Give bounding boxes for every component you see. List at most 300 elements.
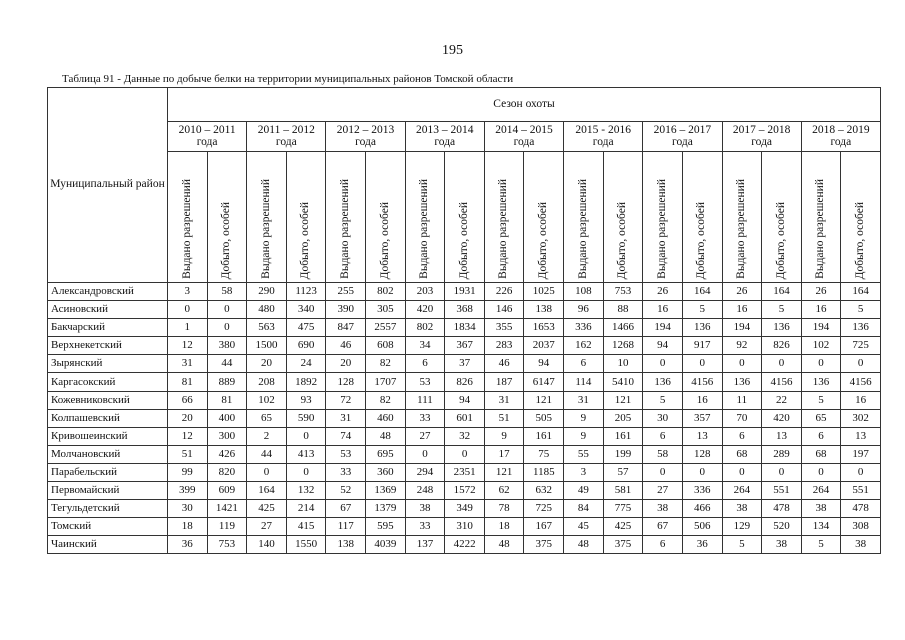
- issued-permits-cell: 20: [168, 409, 208, 427]
- issued-permits-cell: 66: [168, 391, 208, 409]
- harvested-cell: 1268: [603, 337, 643, 355]
- harvested-cell: 4156: [682, 373, 722, 391]
- harvested-cell: 38: [841, 536, 881, 554]
- issued-permits-cell: 0: [643, 463, 683, 481]
- harvested-cell: 205: [603, 409, 643, 427]
- harvested-cell: 4222: [445, 536, 485, 554]
- harvested-cell: 164: [682, 283, 722, 301]
- season-years: 2014 – 2015: [495, 124, 553, 136]
- harvested-cell: 302: [841, 409, 881, 427]
- issued-permits-label: Выдано разрешений: [814, 179, 827, 279]
- issued-permits-cell: 5: [801, 391, 841, 409]
- issued-permits-cell: 26: [722, 283, 762, 301]
- harvested-cell: 357: [682, 409, 722, 427]
- issued-permits-cell: 65: [247, 409, 287, 427]
- harvested-cell: 13: [682, 427, 722, 445]
- season-suffix: года: [275, 135, 297, 148]
- issued-permits-cell: 114: [564, 373, 604, 391]
- harvested-cell: 826: [445, 373, 485, 391]
- issued-permits-cell: 108: [564, 283, 604, 301]
- harvested-cell: 38: [762, 536, 802, 554]
- district-name: Кривошеинский: [48, 427, 168, 445]
- issued-permits-cell: 162: [564, 337, 604, 355]
- harvested-cell: 360: [366, 463, 406, 481]
- harvested-cell: 16: [682, 391, 722, 409]
- harvested-cell: 305: [366, 301, 406, 319]
- table-row: [48, 463, 881, 481]
- issued-permits-label: Выдано разрешений: [418, 179, 431, 279]
- issued-permits-cell: 1: [168, 319, 208, 337]
- issued-permits-cell: 46: [484, 355, 524, 373]
- issued-permits-cell: 94: [643, 337, 683, 355]
- harvested-cell: 375: [524, 536, 564, 554]
- harvested-cell: 132: [286, 482, 326, 500]
- harvested-cell: 1572: [445, 482, 485, 500]
- issued-permits-cell: 802: [405, 319, 445, 337]
- district-name: Кожевниковский: [48, 391, 168, 409]
- issued-permits-cell: 70: [722, 409, 762, 427]
- harvested-cell: 5: [682, 301, 722, 319]
- harvested-cell: 164: [762, 283, 802, 301]
- issued-permits-header: [405, 152, 445, 283]
- season-suffix: года: [830, 135, 852, 148]
- harvested-cell: 551: [762, 482, 802, 500]
- issued-permits-cell: 136: [722, 373, 762, 391]
- issued-permits-cell: 51: [168, 445, 208, 463]
- issued-permits-cell: 52: [326, 482, 366, 500]
- district-name: Колпашевский: [48, 409, 168, 427]
- issued-permits-cell: 138: [326, 536, 366, 554]
- season-year-header: [326, 122, 405, 152]
- harvested-cell: 81: [207, 391, 247, 409]
- harvested-cell: 340: [286, 301, 326, 319]
- issued-permits-cell: 26: [643, 283, 683, 301]
- season-suffix: года: [355, 135, 376, 148]
- harvested-cell: 6147: [524, 373, 564, 391]
- harvested-cell: 2037: [524, 337, 564, 355]
- issued-permits-cell: 146: [484, 301, 524, 319]
- harvested-cell: 478: [762, 500, 802, 518]
- harvested-cell: 590: [286, 409, 326, 427]
- table-row: [48, 409, 881, 427]
- harvested-cell: 425: [603, 518, 643, 536]
- harvested-header: [682, 152, 722, 283]
- table-row: [48, 373, 881, 391]
- harvested-cell: 32: [445, 427, 485, 445]
- issued-permits-cell: 102: [801, 337, 841, 355]
- issued-permits-cell: 128: [326, 373, 366, 391]
- harvested-label: Добыто, особей: [537, 201, 550, 279]
- issued-permits-cell: 53: [326, 445, 366, 463]
- harvested-cell: 119: [207, 518, 247, 536]
- harvested-cell: 380: [207, 337, 247, 355]
- harvested-cell: 505: [524, 409, 564, 427]
- harvested-cell: 415: [286, 518, 326, 536]
- harvested-cell: 0: [207, 301, 247, 319]
- issued-permits-label: Выдано разрешений: [576, 179, 589, 279]
- issued-permits-cell: 65: [801, 409, 841, 427]
- issued-permits-cell: 134: [801, 518, 841, 536]
- season-year-header: [801, 122, 880, 152]
- harvested-label: Добыто, особей: [299, 201, 312, 279]
- issued-permits-cell: 36: [168, 536, 208, 554]
- harvested-cell: 368: [445, 301, 485, 319]
- issued-permits-cell: 27: [643, 482, 683, 500]
- harvested-cell: 506: [682, 518, 722, 536]
- harvested-header: [841, 152, 881, 283]
- table-caption: Таблица 91 - Данные по добыче белки на территории муниципальных районов Томской области: [62, 73, 514, 85]
- issued-permits-cell: 102: [247, 391, 287, 409]
- issued-permits-cell: 355: [484, 319, 524, 337]
- harvested-cell: 57: [603, 463, 643, 481]
- harvested-cell: 75: [524, 445, 564, 463]
- harvested-cell: 601: [445, 409, 485, 427]
- harvested-cell: 16: [841, 391, 881, 409]
- harvested-cell: 93: [286, 391, 326, 409]
- issued-permits-cell: 187: [484, 373, 524, 391]
- issued-permits-cell: 0: [801, 463, 841, 481]
- issued-permits-cell: 136: [643, 373, 683, 391]
- harvested-cell: 753: [603, 283, 643, 301]
- issued-permits-cell: 38: [643, 500, 683, 518]
- harvested-cell: 609: [207, 482, 247, 500]
- issued-permits-cell: 0: [722, 355, 762, 373]
- issued-permits-cell: 140: [247, 536, 287, 554]
- issued-permits-cell: 9: [564, 427, 604, 445]
- issued-permits-cell: 92: [722, 337, 762, 355]
- squirrel-harvest-table: [47, 87, 881, 554]
- issued-permits-cell: 6: [643, 536, 683, 554]
- issued-permits-cell: 194: [722, 319, 762, 337]
- issued-permits-cell: 99: [168, 463, 208, 481]
- issued-permits-cell: 11: [722, 391, 762, 409]
- issued-permits-cell: 81: [168, 373, 208, 391]
- harvested-cell: 199: [603, 445, 643, 463]
- harvested-cell: 1892: [286, 373, 326, 391]
- harvested-cell: 82: [366, 355, 406, 373]
- season-suffix: года: [513, 135, 535, 148]
- harvested-cell: 820: [207, 463, 247, 481]
- harvested-cell: 460: [366, 409, 406, 427]
- issued-permits-cell: 6: [564, 355, 604, 373]
- harvested-cell: 36: [682, 536, 722, 554]
- issued-permits-cell: 33: [405, 518, 445, 536]
- harvested-cell: 310: [445, 518, 485, 536]
- issued-permits-cell: 18: [484, 518, 524, 536]
- harvested-cell: 24: [286, 355, 326, 373]
- harvested-header: [762, 152, 802, 283]
- harvested-cell: 1185: [524, 463, 564, 481]
- harvested-cell: 608: [366, 337, 406, 355]
- issued-permits-cell: 67: [326, 500, 366, 518]
- table-row: [48, 427, 881, 445]
- table-row: [48, 301, 881, 319]
- table-row: [48, 500, 881, 518]
- harvested-cell: 889: [207, 373, 247, 391]
- issued-permits-cell: 121: [484, 463, 524, 481]
- harvested-cell: 121: [524, 391, 564, 409]
- issued-permits-cell: 55: [564, 445, 604, 463]
- harvested-cell: 1421: [207, 500, 247, 518]
- harvested-cell: 48: [366, 427, 406, 445]
- table-row: [48, 355, 881, 373]
- issued-permits-cell: 34: [405, 337, 445, 355]
- district-name: Каргасокский: [48, 373, 168, 391]
- issued-permits-label: Выдано разрешений: [180, 179, 193, 279]
- harvested-cell: 22: [762, 391, 802, 409]
- issued-permits-cell: 84: [564, 500, 604, 518]
- issued-permits-cell: 9: [484, 427, 524, 445]
- issued-permits-cell: 62: [484, 482, 524, 500]
- issued-permits-cell: 38: [722, 500, 762, 518]
- season-year-header: [168, 122, 247, 152]
- harvested-cell: 1025: [524, 283, 564, 301]
- harvested-label: Добыто, особей: [853, 201, 866, 279]
- season-years: 2011 – 2012: [257, 124, 315, 136]
- table-row: [48, 536, 881, 554]
- issued-permits-cell: 194: [643, 319, 683, 337]
- issued-permits-cell: 49: [564, 482, 604, 500]
- harvested-label: Добыто, особей: [457, 201, 470, 279]
- harvested-cell: 802: [366, 283, 406, 301]
- issued-permits-label: Выдано разрешений: [655, 179, 668, 279]
- issued-permits-cell: 1500: [247, 337, 287, 355]
- issued-permits-cell: 44: [247, 445, 287, 463]
- issued-permits-header: [484, 152, 524, 283]
- harvested-cell: 1931: [445, 283, 485, 301]
- harvested-cell: 88: [603, 301, 643, 319]
- harvested-cell: 4039: [366, 536, 406, 554]
- issued-permits-cell: 5: [643, 391, 683, 409]
- issued-permits-cell: 26: [801, 283, 841, 301]
- season-suffix: года: [592, 135, 614, 148]
- season-years: 2013 – 2014: [416, 124, 474, 136]
- season-year-header: [643, 122, 722, 152]
- issued-permits-label: Выдано разрешений: [497, 179, 510, 279]
- issued-permits-cell: 45: [564, 518, 604, 536]
- season-years: 2017 – 2018: [732, 124, 791, 136]
- harvested-cell: 1834: [445, 319, 485, 337]
- harvested-cell: 2351: [445, 463, 485, 481]
- issued-permits-header: [722, 152, 762, 283]
- harvested-cell: 136: [682, 319, 722, 337]
- harvested-cell: 375: [603, 536, 643, 554]
- harvested-cell: 1369: [366, 482, 406, 500]
- harvested-label: Добыто, особей: [616, 201, 629, 279]
- issued-permits-cell: 2: [247, 427, 287, 445]
- issued-permits-cell: 420: [405, 301, 445, 319]
- season-year-header: [564, 122, 643, 152]
- harvested-cell: 0: [841, 355, 881, 373]
- issued-permits-cell: 67: [643, 518, 683, 536]
- issued-permits-cell: 248: [405, 482, 445, 500]
- harvested-cell: 121: [603, 391, 643, 409]
- issued-permits-cell: 18: [168, 518, 208, 536]
- issued-permits-cell: 0: [405, 445, 445, 463]
- issued-permits-cell: 12: [168, 427, 208, 445]
- harvested-cell: 0: [682, 355, 722, 373]
- table-row: [48, 391, 881, 409]
- issued-permits-cell: 31: [564, 391, 604, 409]
- issued-permits-cell: 117: [326, 518, 366, 536]
- issued-permits-cell: 264: [801, 482, 841, 500]
- issued-permits-cell: 16: [722, 301, 762, 319]
- issued-permits-cell: 137: [405, 536, 445, 554]
- harvested-cell: 2557: [366, 319, 406, 337]
- harvested-cell: 94: [524, 355, 564, 373]
- harvested-cell: 478: [841, 500, 881, 518]
- harvested-cell: 58: [207, 283, 247, 301]
- issued-permits-cell: 20: [326, 355, 366, 373]
- harvested-cell: 1466: [603, 319, 643, 337]
- issued-permits-cell: 30: [168, 500, 208, 518]
- harvested-cell: 4156: [762, 373, 802, 391]
- issued-permits-cell: 17: [484, 445, 524, 463]
- harvested-header: [366, 152, 406, 283]
- issued-permits-cell: 294: [405, 463, 445, 481]
- issued-permits-cell: 563: [247, 319, 287, 337]
- harvested-cell: 1653: [524, 319, 564, 337]
- issued-permits-cell: 480: [247, 301, 287, 319]
- season-suffix: года: [672, 135, 693, 148]
- issued-permits-cell: 48: [484, 536, 524, 554]
- issued-permits-cell: 425: [247, 500, 287, 518]
- harvested-header: [445, 152, 485, 283]
- district-name: Молчановский: [48, 445, 168, 463]
- district-name: Верхнекетский: [48, 337, 168, 355]
- harvested-cell: 367: [445, 337, 485, 355]
- harvested-cell: 5410: [603, 373, 643, 391]
- issued-permits-cell: 6: [405, 355, 445, 373]
- harvested-cell: 426: [207, 445, 247, 463]
- table-row: [48, 337, 881, 355]
- harvested-cell: 44: [207, 355, 247, 373]
- harvested-cell: 917: [682, 337, 722, 355]
- harvested-cell: 475: [286, 319, 326, 337]
- district-name: Парабельский: [48, 463, 168, 481]
- harvested-cell: 753: [207, 536, 247, 554]
- harvested-cell: 167: [524, 518, 564, 536]
- issued-permits-cell: 136: [801, 373, 841, 391]
- harvested-cell: 413: [286, 445, 326, 463]
- issued-permits-label: Выдано разрешений: [735, 179, 748, 279]
- harvested-cell: 0: [682, 463, 722, 481]
- issued-permits-header: [247, 152, 287, 283]
- issued-permits-cell: 58: [643, 445, 683, 463]
- issued-permits-cell: 290: [247, 283, 287, 301]
- issued-permits-cell: 31: [168, 355, 208, 373]
- harvested-cell: 37: [445, 355, 485, 373]
- harvested-cell: 1379: [366, 500, 406, 518]
- harvested-cell: 1707: [366, 373, 406, 391]
- harvested-cell: 161: [603, 427, 643, 445]
- issued-permits-header: [643, 152, 683, 283]
- harvested-cell: 13: [841, 427, 881, 445]
- table-row: [48, 482, 881, 500]
- season-year-header: [405, 122, 484, 152]
- harvested-header: [603, 152, 643, 283]
- harvested-cell: 690: [286, 337, 326, 355]
- harvested-cell: 161: [524, 427, 564, 445]
- issued-permits-cell: 12: [168, 337, 208, 355]
- issued-permits-cell: 68: [722, 445, 762, 463]
- harvested-cell: 94: [445, 391, 485, 409]
- table-row: [48, 445, 881, 463]
- harvested-cell: 300: [207, 427, 247, 445]
- harvested-cell: 5: [762, 301, 802, 319]
- issued-permits-cell: 48: [564, 536, 604, 554]
- issued-permits-cell: 5: [722, 536, 762, 554]
- issued-permits-cell: 283: [484, 337, 524, 355]
- harvested-cell: 308: [841, 518, 881, 536]
- issued-permits-cell: 264: [722, 482, 762, 500]
- season-years: 2012 – 2013: [336, 124, 395, 136]
- harvested-cell: 0: [762, 463, 802, 481]
- harvested-label: Добыто, особей: [774, 201, 787, 279]
- harvested-cell: 5: [841, 301, 881, 319]
- page-number: 195: [442, 43, 463, 58]
- harvested-cell: 0: [286, 427, 326, 445]
- issued-permits-cell: 0: [643, 355, 683, 373]
- harvested-cell: 336: [682, 482, 722, 500]
- issued-permits-cell: 129: [722, 518, 762, 536]
- harvested-cell: 10: [603, 355, 643, 373]
- district-name: Томский: [48, 518, 168, 536]
- issued-permits-cell: 16: [643, 301, 683, 319]
- season-year-header: [247, 122, 326, 152]
- season-year-header: [722, 122, 801, 152]
- issued-permits-cell: 6: [722, 427, 762, 445]
- issued-permits-cell: 46: [326, 337, 366, 355]
- issued-permits-label: Выдано разрешений: [338, 179, 351, 279]
- harvested-cell: 420: [762, 409, 802, 427]
- harvested-label: Добыто, особей: [695, 201, 708, 279]
- harvested-cell: 128: [682, 445, 722, 463]
- issued-permits-label: Выдано разрешений: [259, 179, 272, 279]
- harvested-header: [524, 152, 564, 283]
- harvested-cell: 466: [682, 500, 722, 518]
- district-name: Александровский: [48, 283, 168, 301]
- harvested-cell: 1123: [286, 283, 326, 301]
- season-suffix: года: [434, 135, 456, 148]
- issued-permits-cell: 111: [405, 391, 445, 409]
- issued-permits-cell: 51: [484, 409, 524, 427]
- harvested-cell: 0: [445, 445, 485, 463]
- table-row: [48, 283, 881, 301]
- district-header: Муниципальный район: [48, 88, 168, 283]
- district-name: Бакчарский: [48, 319, 168, 337]
- issued-permits-cell: 255: [326, 283, 366, 301]
- issued-permits-cell: 3: [564, 463, 604, 481]
- issued-permits-cell: 6: [801, 427, 841, 445]
- issued-permits-cell: 74: [326, 427, 366, 445]
- table-row: [48, 319, 881, 337]
- harvested-cell: 725: [841, 337, 881, 355]
- harvested-cell: 0: [762, 355, 802, 373]
- issued-permits-cell: 72: [326, 391, 366, 409]
- issued-permits-cell: 30: [643, 409, 683, 427]
- issued-permits-cell: 38: [405, 500, 445, 518]
- season-year-header: [484, 122, 563, 152]
- issued-permits-cell: 399: [168, 482, 208, 500]
- harvested-cell: 551: [841, 482, 881, 500]
- harvested-header: [207, 152, 247, 283]
- season-header: Сезон охоты: [168, 88, 881, 122]
- issued-permits-cell: 194: [801, 319, 841, 337]
- issued-permits-cell: 0: [168, 301, 208, 319]
- issued-permits-header: [564, 152, 604, 283]
- harvested-cell: 775: [603, 500, 643, 518]
